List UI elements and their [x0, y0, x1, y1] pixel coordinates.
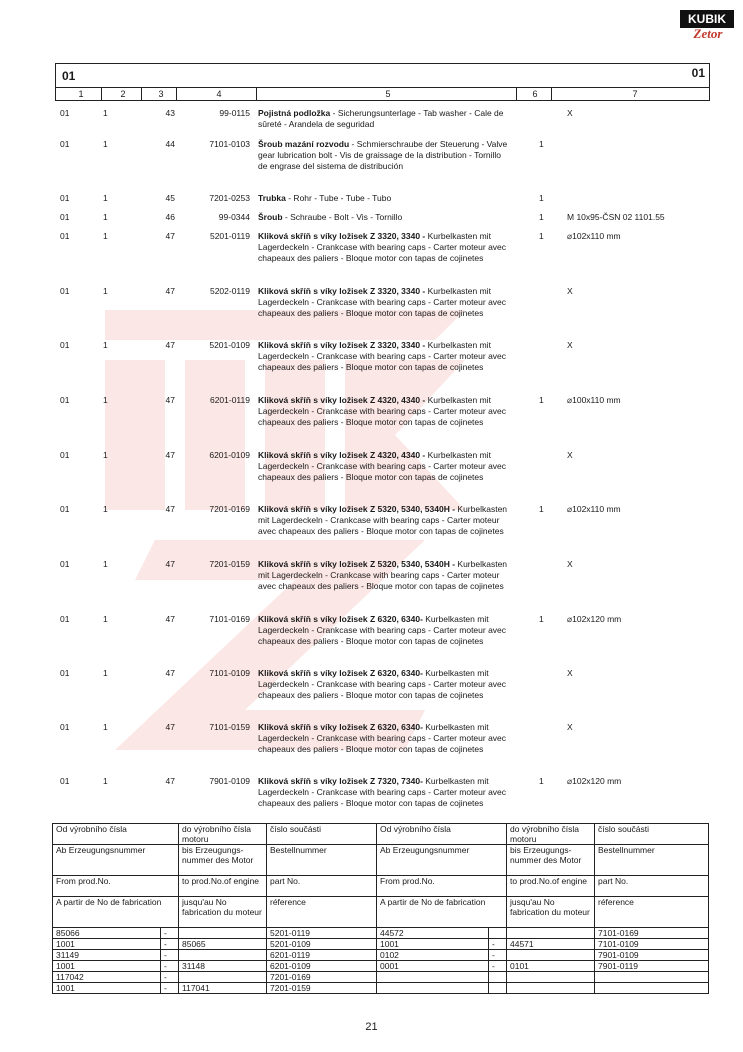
header-cell: A partir de No de fabrication	[377, 897, 507, 928]
part-number-cell: 99-0115	[219, 108, 250, 118]
table-header-row	[53, 876, 709, 897]
position-cell: 45	[165, 193, 175, 203]
table-cell: 44572	[377, 928, 489, 939]
table-cell: -	[161, 950, 179, 961]
kubik-zetor-logo	[676, 6, 736, 48]
part-number-cell: 7201-0159	[209, 559, 250, 569]
count-cell: 1	[539, 614, 544, 624]
header-cell: part No.	[595, 876, 709, 897]
description-text: - Sicherungsunterlage - Tab washer - Cale de sûreté - Arandela de seguridad	[258, 108, 504, 129]
table-cell: 6201-0109	[267, 961, 377, 972]
qty-cell: 1	[103, 450, 108, 460]
description-title: Kliková skříň s víky ložisek Z 3320, 3340 -	[258, 286, 426, 296]
description-text: - Schmierschraube der Steuerung - Valve gear lubrication bolt - Vis de graissage de la distribution - Tornillo de engrase del sistema de distribución	[258, 139, 508, 171]
note-cell: ⌀102x120 mm	[567, 776, 622, 786]
header-cell: Od výrobního čísla	[377, 824, 507, 845]
group-cell: 01	[60, 614, 70, 624]
description-cell	[258, 212, 510, 223]
description-text: Kurbelkasten mit Lagerdeckeln - Crankcase with bearing caps - Carter moteur avec chapeaux des paliers - Bloque motor con tapas de cojinetes	[258, 340, 507, 372]
description-text: Kurbelkasten mit Lagerdeckeln - Crankcase with bearing caps - Carter moteur avec chapeaux des paliers - Bloque motor con tapas de cojinetes	[258, 776, 507, 808]
table-row	[53, 983, 709, 994]
position-cell: 46	[165, 212, 175, 222]
description-text: Kurbelkasten mit Lagerdeckeln - Crankcase with bearing caps - Carter moteur avec chapeaux des paliers - Bloque motor con tapas de cojinetes	[258, 559, 508, 591]
header-cell: part No.	[267, 876, 377, 897]
count-cell: 1	[539, 212, 544, 222]
description-cell	[258, 139, 510, 172]
note-cell: ⌀102x120 mm	[567, 614, 622, 624]
description-title: Kliková skříň s víky ložisek Z 6320, 6340-	[258, 668, 423, 678]
description-title: Kliková skříň s víky ložisek Z 6320, 6340-	[258, 614, 423, 624]
table-cell: 7901-0119	[595, 961, 709, 972]
note-cell: X	[567, 668, 573, 678]
table-row	[53, 950, 709, 961]
group-code-right: 01	[691, 66, 705, 80]
table-cell: 7101-0109	[595, 939, 709, 950]
description-title: Kliková skříň s víky ložisek Z 6320, 6340-	[258, 722, 423, 732]
col-5-label: 5	[385, 89, 391, 99]
table-row	[53, 939, 709, 950]
part-number-cell: 7901-0109	[209, 776, 250, 786]
table-cell: 5201-0109	[267, 939, 377, 950]
divider	[101, 88, 102, 100]
header-cell: do výrobního čísla motoru	[179, 824, 267, 845]
table-row	[53, 972, 709, 983]
qty-cell: 1	[103, 212, 108, 222]
description-text: Kurbelkasten mit Lagerdeckeln - Crankcase with bearing caps - Carter moteur avec chapeaux des paliers - Bloque motor con tapas de cojinetes	[258, 504, 508, 536]
table-cell	[507, 928, 595, 939]
logo-zetor: Zetor	[693, 26, 723, 41]
qty-cell: 1	[103, 776, 108, 786]
table-cell: 85065	[179, 939, 267, 950]
qty-cell: 1	[103, 668, 108, 678]
group-cell: 01	[60, 231, 70, 241]
table-cell	[595, 983, 709, 994]
header-cell: číslo součásti	[267, 824, 377, 845]
position-cell: 47	[165, 231, 175, 241]
table-cell	[489, 928, 507, 939]
description-cell	[258, 614, 510, 647]
description-cell	[258, 340, 510, 373]
description-cell	[258, 450, 510, 483]
header-cell: jusqu'au No fabrication du moteur	[507, 897, 595, 928]
header-cell: jusqu'au No fabrication du moteur	[179, 897, 267, 928]
col-4-label: 4	[216, 89, 222, 99]
qty-cell: 1	[103, 139, 108, 149]
position-cell: 47	[165, 668, 175, 678]
divider	[516, 88, 517, 100]
qty-cell: 1	[103, 559, 108, 569]
count-cell: 1	[539, 193, 544, 203]
description-text: Kurbelkasten mit Lagerdeckeln - Crankcase with bearing caps - Carter moteur avec chapeaux des paliers - Bloque motor con tapas de cojinetes	[258, 395, 507, 427]
qty-cell: 1	[103, 395, 108, 405]
header-cell: From prod.No.	[53, 876, 179, 897]
logo-kubik: KUBIK	[680, 10, 734, 28]
header-cell: Bestellnummer	[267, 845, 377, 876]
position-cell: 44	[165, 139, 175, 149]
table-cell: -	[161, 939, 179, 950]
header-cell: A partir de No de fabrication	[53, 897, 179, 928]
table-cell: -	[161, 972, 179, 983]
header-cell: réference	[595, 897, 709, 928]
part-number-cell: 5201-0109	[209, 340, 250, 350]
group-cell: 01	[60, 668, 70, 678]
note-cell: X	[567, 340, 573, 350]
header-cell: bis Erzeugungs-nummer des Motor	[507, 845, 595, 876]
table-cell: -	[489, 950, 507, 961]
header-cell: bis Erzeugungs-nummer des Motor	[179, 845, 267, 876]
description-cell	[258, 559, 510, 592]
note-cell: X	[567, 108, 573, 118]
position-cell: 47	[165, 450, 175, 460]
group-cell: 01	[60, 286, 70, 296]
table-header-row	[53, 824, 709, 845]
table-row	[53, 961, 709, 972]
table-cell: 0001	[377, 961, 489, 972]
group-cell: 01	[60, 395, 70, 405]
position-cell: 47	[165, 776, 175, 786]
table-cell: 0101	[507, 961, 595, 972]
header-cell: From prod.No.	[377, 876, 507, 897]
description-cell	[258, 776, 510, 809]
description-title: Kliková skříň s víky ložisek Z 3320, 3340 -	[258, 340, 426, 350]
description-cell	[258, 722, 510, 755]
table-cell	[377, 972, 489, 983]
section-frame	[55, 63, 710, 88]
table-cell: 7901-0109	[595, 950, 709, 961]
group-code-left: 01	[62, 69, 76, 83]
group-cell: 01	[60, 504, 70, 514]
table-cell: -	[161, 961, 179, 972]
table-cell: 117041	[179, 983, 267, 994]
table-cell: 7201-0159	[267, 983, 377, 994]
qty-cell: 1	[103, 231, 108, 241]
note-cell: X	[567, 450, 573, 460]
description-title: Kliková skříň s víky ložisek Z 5320, 5340, 5340H -	[258, 504, 456, 514]
description-title: Kliková skříň s víky ložisek Z 7320, 7340-	[258, 776, 423, 786]
part-number-cell: 7101-0159	[209, 722, 250, 732]
description-text: Kurbelkasten mit Lagerdeckeln - Crankcase with bearing caps - Carter moteur avec chapeaux des paliers - Bloque motor con tapas de cojinetes	[258, 286, 507, 318]
count-cell: 1	[539, 395, 544, 405]
description-title: Kliková skříň s víky ložisek Z 3320, 3340 -	[258, 231, 426, 241]
position-cell: 47	[165, 395, 175, 405]
note-cell: M 10x95-ČSN 02 1101.55	[567, 212, 665, 222]
header-cell: réference	[267, 897, 377, 928]
part-number-cell: 6201-0119	[209, 395, 250, 405]
description-text: Kurbelkasten mit Lagerdeckeln - Crankcase with bearing caps - Carter moteur avec chapeaux des paliers - Bloque motor con tapas de cojinetes	[258, 614, 507, 646]
divider	[551, 88, 552, 100]
table-cell: 1001	[53, 983, 161, 994]
group-cell: 01	[60, 450, 70, 460]
count-cell: 1	[539, 776, 544, 786]
part-number-cell: 7101-0109	[209, 668, 250, 678]
description-title: Šroub mazání rozvodu	[258, 139, 350, 149]
page-number: 21	[365, 1021, 378, 1033]
count-cell: 1	[539, 231, 544, 241]
part-number-cell: 6201-0109	[209, 450, 250, 460]
table-cell	[179, 972, 267, 983]
divider	[141, 88, 142, 100]
table-cell: -	[489, 961, 507, 972]
group-cell: 01	[60, 722, 70, 732]
note-cell: X	[567, 559, 573, 569]
table-cell	[377, 983, 489, 994]
table-cell: 5201-0119	[267, 928, 377, 939]
description-text: Kurbelkasten mit Lagerdeckeln - Crankcase with bearing caps - Carter moteur avec chapeaux des paliers - Bloque motor con tapas de cojinetes	[258, 668, 507, 700]
col-2-label: 2	[120, 89, 126, 99]
note-cell: X	[567, 286, 573, 296]
divider	[256, 88, 257, 100]
table-cell: 85066	[53, 928, 161, 939]
note-cell: ⌀102x110 mm	[567, 231, 621, 241]
table-cell: 117042	[53, 972, 161, 983]
position-cell: 47	[165, 286, 175, 296]
description-cell	[258, 108, 510, 130]
header-cell: Od výrobního čísla	[53, 824, 179, 845]
table-cell	[179, 928, 267, 939]
note-cell: X	[567, 722, 573, 732]
part-number-cell: 7101-0169	[209, 614, 250, 624]
description-title: Pojistná podložka	[258, 108, 331, 118]
table-cell: -	[161, 928, 179, 939]
note-cell: ⌀102x110 mm	[567, 504, 621, 514]
header-cell: do výrobního čísla motoru	[507, 824, 595, 845]
table-cell: -	[489, 939, 507, 950]
position-cell: 43	[165, 108, 175, 118]
table-cell: -	[161, 983, 179, 994]
table-cell: 7101-0169	[595, 928, 709, 939]
qty-cell: 1	[103, 504, 108, 514]
table-cell: 1001	[53, 961, 161, 972]
description-title: Kliková skříň s víky ložisek Z 4320, 4340 -	[258, 395, 426, 405]
col-6-label: 6	[532, 89, 538, 99]
qty-cell: 1	[103, 722, 108, 732]
description-title: Šroub	[258, 212, 283, 222]
position-cell: 47	[165, 504, 175, 514]
description-cell	[258, 286, 510, 319]
description-cell	[258, 668, 510, 701]
table-cell	[507, 972, 595, 983]
header-cell: Ab Erzeugungsnummer	[53, 845, 179, 876]
part-number-cell: 5202-0119	[209, 286, 250, 296]
description-title: Kliková skříň s víky ložisek Z 4320, 4340 -	[258, 450, 426, 460]
position-cell: 47	[165, 614, 175, 624]
description-title: Trubka	[258, 193, 286, 203]
description-text: Kurbelkasten mit Lagerdeckeln - Crankcase with bearing caps - Carter moteur avec chapeaux des paliers - Bloque motor con tapas de cojinetes	[258, 450, 507, 482]
part-number-cell: 7101-0103	[209, 139, 250, 149]
count-cell: 1	[539, 504, 544, 514]
table-cell: 1001	[377, 939, 489, 950]
table-cell: 44571	[507, 939, 595, 950]
position-cell: 47	[165, 559, 175, 569]
group-cell: 01	[60, 340, 70, 350]
group-cell: 01	[60, 108, 70, 118]
header-cell: to prod.No.of engine	[179, 876, 267, 897]
position-cell: 47	[165, 340, 175, 350]
table-cell: 1001	[53, 939, 161, 950]
header-cell: to prod.No.of engine	[507, 876, 595, 897]
table-cell	[179, 950, 267, 961]
col-3-label: 3	[158, 89, 164, 99]
table-cell	[595, 972, 709, 983]
qty-cell: 1	[103, 340, 108, 350]
group-cell: 01	[60, 193, 70, 203]
col-1-label: 1	[78, 89, 84, 99]
description-text: - Schraube - Bolt - Vis - Tornillo	[282, 212, 403, 222]
table-header-row	[53, 845, 709, 876]
header-cell: číslo součásti	[595, 824, 709, 845]
part-number-cell: 7201-0253	[209, 193, 250, 203]
table-cell: 6201-0119	[267, 950, 377, 961]
table-cell	[507, 950, 595, 961]
group-cell: 01	[60, 776, 70, 786]
col-7-label: 7	[632, 89, 638, 99]
description-text: Kurbelkasten mit Lagerdeckeln - Crankcase with bearing caps - Carter moteur avec chapeaux des paliers - Bloque motor con tapas de cojinetes	[258, 722, 507, 754]
table-cell	[507, 983, 595, 994]
table-header-row	[53, 897, 709, 928]
count-cell: 1	[539, 139, 544, 149]
part-number-cell: 5201-0119	[209, 231, 250, 241]
qty-cell: 1	[103, 614, 108, 624]
table-cell: 7201-0169	[267, 972, 377, 983]
group-cell: 01	[60, 139, 70, 149]
table-cell	[489, 983, 507, 994]
description-title: Kliková skříň s víky ložisek Z 5320, 5340, 5340H -	[258, 559, 456, 569]
description-text: Kurbelkasten mit Lagerdeckeln - Crankcase with bearing caps - Carter moteur avec chapeaux des paliers - Bloque motor con tapas de cojinetes	[258, 231, 507, 263]
table-cell	[489, 972, 507, 983]
header-cell: Ab Erzeugungsnummer	[377, 845, 507, 876]
note-cell: ⌀100x110 mm	[567, 395, 621, 405]
divider	[176, 88, 177, 100]
qty-cell: 1	[103, 286, 108, 296]
table-cell: 31148	[179, 961, 267, 972]
table-row	[53, 928, 709, 939]
description-cell	[258, 395, 510, 428]
part-number-cell: 99-0344	[218, 212, 250, 222]
group-cell: 01	[60, 559, 70, 569]
position-cell: 47	[165, 722, 175, 732]
table-cell: 0102	[377, 950, 489, 961]
description-cell	[258, 504, 510, 537]
part-number-cell: 7201-0169	[209, 504, 250, 514]
description-text: - Rohr - Tube - Tube - Tubo	[285, 193, 392, 203]
qty-cell: 1	[103, 193, 108, 203]
description-cell	[258, 193, 510, 204]
serial-number-table	[52, 823, 709, 994]
group-cell: 01	[60, 212, 70, 222]
qty-cell: 1	[103, 108, 108, 118]
description-cell	[258, 231, 510, 264]
column-header	[55, 87, 710, 101]
table-cell: 31149	[53, 950, 161, 961]
header-cell: Bestellnummer	[595, 845, 709, 876]
